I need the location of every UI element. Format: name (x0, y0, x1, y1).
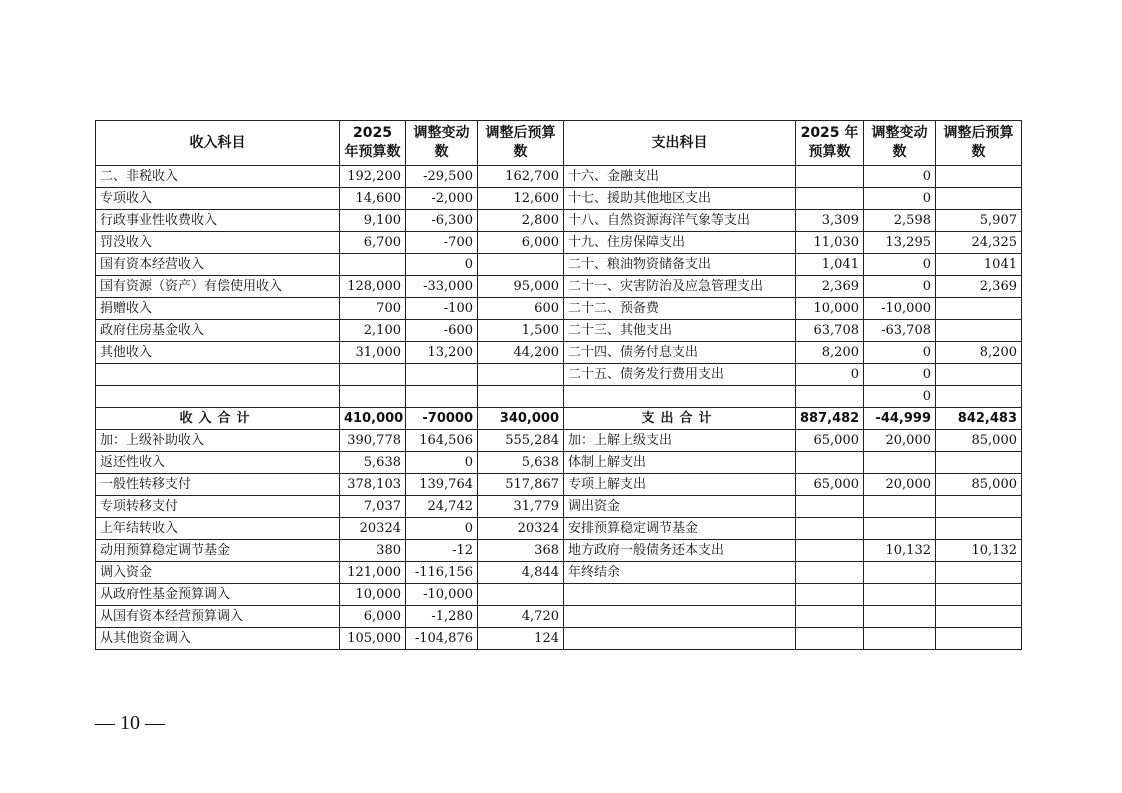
expense-2025-budget-cell: 11,030 (796, 232, 864, 254)
income-2025-budget-cell: 390,778 (340, 430, 406, 452)
table-row (96, 584, 1022, 606)
income-item-cell: 国有资源（资产）有偿使用收入 (96, 276, 340, 298)
income-adjusted-cell: 368 (478, 540, 564, 562)
expense-item-cell: 支出合计 (564, 408, 796, 430)
expense-adjusted-cell: 8,200 (936, 342, 1022, 364)
income-change-cell: -29,500 (406, 166, 478, 188)
income-2025-budget-cell: 105,000 (340, 628, 406, 650)
income-item-cell (96, 386, 340, 408)
header-expense-adjusted: 调整后预算数 (936, 121, 1022, 166)
expense-2025-budget-cell (796, 606, 864, 628)
expense-2025-budget-cell: 3,309 (796, 210, 864, 232)
table-row (96, 628, 1022, 650)
income-2025-budget-cell: 14,600 (340, 188, 406, 210)
income-adjusted-cell: 31,779 (478, 496, 564, 518)
expense-item-cell: 十八、自然资源海洋气象等支出 (564, 210, 796, 232)
table-row (96, 496, 1022, 518)
expense-item-cell: 安排预算稳定调节基金 (564, 518, 796, 540)
table-row (96, 364, 1022, 386)
income-adjusted-cell: 12,600 (478, 188, 564, 210)
expense-adjusted-cell: 85,000 (936, 474, 1022, 496)
expense-2025-budget-cell (796, 496, 864, 518)
expense-item-cell: 二十五、债务发行费用支出 (564, 364, 796, 386)
table-row (96, 166, 1022, 188)
income-item-cell (96, 364, 340, 386)
expense-item-cell: 十六、金融支出 (564, 166, 796, 188)
income-change-cell: 0 (406, 254, 478, 276)
income-adjusted-cell: 44,200 (478, 342, 564, 364)
expense-change-cell: 20,000 (864, 430, 936, 452)
expense-adjusted-cell (936, 628, 1022, 650)
expense-change-cell: 0 (864, 166, 936, 188)
expense-change-cell: 2,598 (864, 210, 936, 232)
income-item-cell: 罚没收入 (96, 232, 340, 254)
expense-adjusted-cell: 1041 (936, 254, 1022, 276)
expense-change-cell (864, 606, 936, 628)
income-2025-budget-cell: 378,103 (340, 474, 406, 496)
expense-2025-budget-cell (796, 518, 864, 540)
table-body (96, 166, 1022, 650)
income-change-cell: 139,764 (406, 474, 478, 496)
income-2025-budget-cell: 31,000 (340, 342, 406, 364)
expense-adjusted-cell: 24,325 (936, 232, 1022, 254)
expense-change-cell: 20,000 (864, 474, 936, 496)
income-adjusted-cell: 124 (478, 628, 564, 650)
income-change-cell: 164,506 (406, 430, 478, 452)
expense-2025-budget-cell (796, 386, 864, 408)
expense-adjusted-cell (936, 188, 1022, 210)
income-adjusted-cell: 4,720 (478, 606, 564, 628)
income-change-cell: -700 (406, 232, 478, 254)
income-2025-budget-cell: 2,100 (340, 320, 406, 342)
expense-change-cell (864, 562, 936, 584)
table-header-row (96, 121, 1022, 166)
expense-change-cell: -10,000 (864, 298, 936, 320)
expense-2025-budget-cell: 887,482 (796, 408, 864, 430)
expense-2025-budget-cell: 8,200 (796, 342, 864, 364)
expense-item-cell: 二十一、灾害防治及应急管理支出 (564, 276, 796, 298)
income-change-cell: 0 (406, 452, 478, 474)
expense-item-cell: 体制上解支出 (564, 452, 796, 474)
header-income-change: 调整变动数 (406, 121, 478, 166)
income-item-cell: 动用预算稳定调节基金 (96, 540, 340, 562)
expense-2025-budget-cell (796, 188, 864, 210)
income-item-cell: 其他收入 (96, 342, 340, 364)
expense-change-cell: 0 (864, 386, 936, 408)
expense-adjusted-cell (936, 562, 1022, 584)
expense-adjusted-cell (936, 452, 1022, 474)
income-2025-budget-cell (340, 386, 406, 408)
income-2025-budget-cell (340, 254, 406, 276)
header-income-item: 收入科目 (96, 121, 340, 166)
income-adjusted-cell: 6,000 (478, 232, 564, 254)
expense-change-cell: 13,295 (864, 232, 936, 254)
expense-change-cell: -63,708 (864, 320, 936, 342)
header-expense-change: 调整变动数 (864, 121, 936, 166)
expense-2025-budget-cell: 10,000 (796, 298, 864, 320)
income-adjusted-cell: 95,000 (478, 276, 564, 298)
income-adjusted-cell: 600 (478, 298, 564, 320)
income-adjusted-cell (478, 584, 564, 606)
expense-item-cell: 加：上解上级支出 (564, 430, 796, 452)
expense-item-cell: 十九、住房保障支出 (564, 232, 796, 254)
expense-2025-budget-cell: 1,041 (796, 254, 864, 276)
income-adjusted-cell (478, 386, 564, 408)
income-2025-budget-cell: 9,100 (340, 210, 406, 232)
expense-2025-budget-cell (796, 628, 864, 650)
expense-change-cell (864, 584, 936, 606)
income-item-cell: 一般性转移支付 (96, 474, 340, 496)
income-item-cell: 从国有资本经营预算调入 (96, 606, 340, 628)
income-adjusted-cell (478, 364, 564, 386)
income-adjusted-cell: 4,844 (478, 562, 564, 584)
table-row (96, 540, 1022, 562)
expense-2025-budget-cell: 0 (796, 364, 864, 386)
expense-2025-budget-cell: 2,369 (796, 276, 864, 298)
income-2025-budget-cell: 410,000 (340, 408, 406, 430)
expense-adjusted-cell (936, 496, 1022, 518)
table-row (96, 518, 1022, 540)
expense-item-cell: 二十、粮油物资储备支出 (564, 254, 796, 276)
expense-change-cell: 0 (864, 342, 936, 364)
table-row (96, 452, 1022, 474)
expense-adjusted-cell: 842,483 (936, 408, 1022, 430)
income-item-cell: 上年结转收入 (96, 518, 340, 540)
income-adjusted-cell: 555,284 (478, 430, 564, 452)
income-change-cell: -100 (406, 298, 478, 320)
header-income-adjusted: 调整后预算数 (478, 121, 564, 166)
income-change-cell (406, 386, 478, 408)
expense-item-cell: 年终结余 (564, 562, 796, 584)
income-2025-budget-cell: 700 (340, 298, 406, 320)
table-row (96, 298, 1022, 320)
income-item-cell: 行政事业性收费收入 (96, 210, 340, 232)
income-change-cell: -600 (406, 320, 478, 342)
expense-item-cell (564, 386, 796, 408)
income-change-cell (406, 364, 478, 386)
table-row (96, 210, 1022, 232)
income-2025-budget-cell: 20324 (340, 518, 406, 540)
income-adjusted-cell: 2,800 (478, 210, 564, 232)
income-item-cell: 捐赠收入 (96, 298, 340, 320)
expense-2025-budget-cell (796, 452, 864, 474)
income-adjusted-cell: 340,000 (478, 408, 564, 430)
expense-item-cell (564, 584, 796, 606)
expense-2025-budget-cell (796, 584, 864, 606)
expense-item-cell: 调出资金 (564, 496, 796, 518)
income-item-cell: 政府住房基金收入 (96, 320, 340, 342)
page-number: — 10 — (95, 712, 165, 734)
income-item-cell: 返还性收入 (96, 452, 340, 474)
income-item-cell: 国有资本经营收入 (96, 254, 340, 276)
table-row (96, 606, 1022, 628)
expense-change-cell (864, 496, 936, 518)
expense-item-cell: 地方政府一般债务还本支出 (564, 540, 796, 562)
income-adjusted-cell: 517,867 (478, 474, 564, 496)
income-adjusted-cell: 1,500 (478, 320, 564, 342)
income-change-cell: 24,742 (406, 496, 478, 518)
budget-adjustment-table (95, 120, 1022, 650)
expense-adjusted-cell (936, 320, 1022, 342)
income-change-cell: 13,200 (406, 342, 478, 364)
income-adjusted-cell: 5,638 (478, 452, 564, 474)
income-change-cell: -2,000 (406, 188, 478, 210)
expense-2025-budget-cell: 65,000 (796, 430, 864, 452)
expense-change-cell (864, 518, 936, 540)
table-row (96, 232, 1022, 254)
header-expense-2025-budget: 2025 年预算数 (796, 121, 864, 166)
expense-item-cell: 二十二、预备费 (564, 298, 796, 320)
table-row (96, 562, 1022, 584)
expense-2025-budget-cell (796, 540, 864, 562)
expense-item-cell: 二十三、其他支出 (564, 320, 796, 342)
income-adjusted-cell: 162,700 (478, 166, 564, 188)
income-change-cell: -10,000 (406, 584, 478, 606)
income-change-cell: -116,156 (406, 562, 478, 584)
expense-2025-budget-cell (796, 562, 864, 584)
table-row (96, 320, 1022, 342)
income-item-cell: 二、非税收入 (96, 166, 340, 188)
income-adjusted-cell (478, 254, 564, 276)
table-row (96, 342, 1022, 364)
expense-change-cell: 0 (864, 276, 936, 298)
expense-2025-budget-cell: 65,000 (796, 474, 864, 496)
income-item-cell: 收入合计 (96, 408, 340, 430)
expense-adjusted-cell (936, 166, 1022, 188)
expense-change-cell: 0 (864, 254, 936, 276)
expense-item-cell (564, 606, 796, 628)
expense-adjusted-cell (936, 584, 1022, 606)
expense-2025-budget-cell (796, 166, 864, 188)
income-item-cell: 调入资金 (96, 562, 340, 584)
expense-adjusted-cell (936, 518, 1022, 540)
expense-item-cell: 专项上解支出 (564, 474, 796, 496)
table-row (96, 188, 1022, 210)
table-row (96, 430, 1022, 452)
table-row (96, 254, 1022, 276)
expense-adjusted-cell (936, 298, 1022, 320)
table-row (96, 474, 1022, 496)
income-change-cell: -104,876 (406, 628, 478, 650)
income-change-cell: -1,280 (406, 606, 478, 628)
table-total-row (96, 408, 1022, 430)
expense-2025-budget-cell: 63,708 (796, 320, 864, 342)
expense-change-cell (864, 452, 936, 474)
income-2025-budget-cell: 121,000 (340, 562, 406, 584)
income-2025-budget-cell: 192,200 (340, 166, 406, 188)
income-adjusted-cell: 20324 (478, 518, 564, 540)
expense-change-cell: 0 (864, 364, 936, 386)
income-2025-budget-cell: 7,037 (340, 496, 406, 518)
expense-change-cell: 0 (864, 188, 936, 210)
income-change-cell: -6,300 (406, 210, 478, 232)
expense-change-cell: 10,132 (864, 540, 936, 562)
table-row (96, 386, 1022, 408)
income-change-cell: 0 (406, 518, 478, 540)
expense-adjusted-cell: 85,000 (936, 430, 1022, 452)
expense-change-cell: -44,999 (864, 408, 936, 430)
table-row (96, 276, 1022, 298)
expense-item-cell: 十七、援助其他地区支出 (564, 188, 796, 210)
expense-item-cell (564, 628, 796, 650)
income-2025-budget-cell: 6,700 (340, 232, 406, 254)
income-2025-budget-cell: 380 (340, 540, 406, 562)
income-item-cell: 从其他资金调入 (96, 628, 340, 650)
expense-adjusted-cell: 5,907 (936, 210, 1022, 232)
income-2025-budget-cell (340, 364, 406, 386)
income-2025-budget-cell: 10,000 (340, 584, 406, 606)
income-change-cell: -12 (406, 540, 478, 562)
income-2025-budget-cell: 128,000 (340, 276, 406, 298)
income-item-cell: 专项转移支付 (96, 496, 340, 518)
income-change-cell: -33,000 (406, 276, 478, 298)
expense-adjusted-cell: 10,132 (936, 540, 1022, 562)
expense-adjusted-cell: 2,369 (936, 276, 1022, 298)
expense-adjusted-cell (936, 386, 1022, 408)
income-2025-budget-cell: 6,000 (340, 606, 406, 628)
expense-item-cell: 二十四、债务付息支出 (564, 342, 796, 364)
income-item-cell: 从政府性基金预算调入 (96, 584, 340, 606)
income-item-cell: 专项收入 (96, 188, 340, 210)
income-item-cell: 加：上级补助收入 (96, 430, 340, 452)
expense-change-cell (864, 628, 936, 650)
expense-adjusted-cell (936, 606, 1022, 628)
header-expense-item: 支出科目 (564, 121, 796, 166)
expense-adjusted-cell (936, 364, 1022, 386)
header-income-2025-budget: 2025 年预算数 (340, 121, 406, 166)
income-2025-budget-cell: 5,638 (340, 452, 406, 474)
income-change-cell: -70000 (406, 408, 478, 430)
